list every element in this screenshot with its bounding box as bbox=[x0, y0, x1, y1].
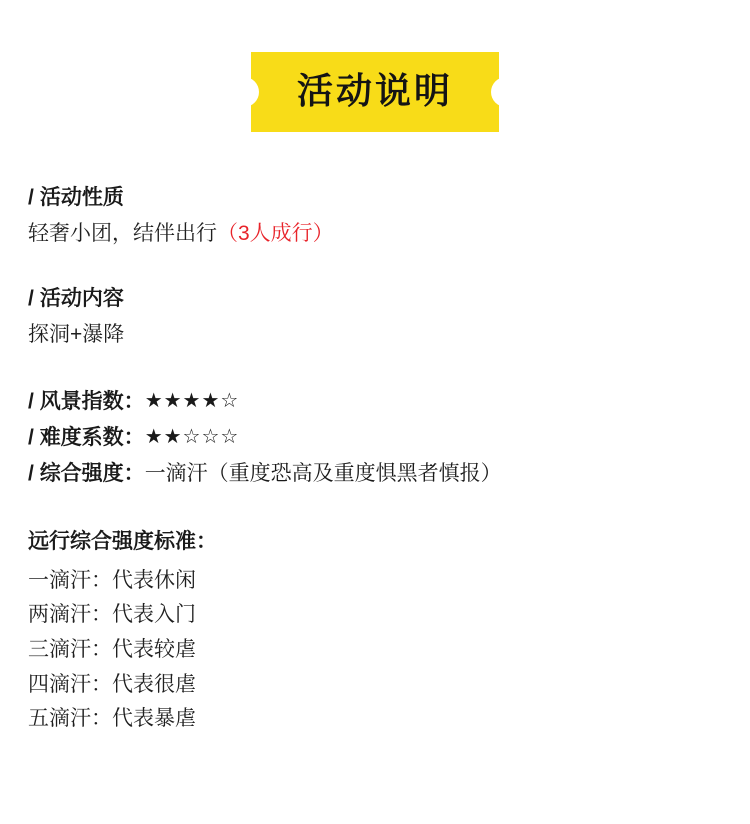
banner-container bbox=[24, 0, 726, 132]
ratings-list bbox=[28, 384, 722, 492]
spacer bbox=[28, 492, 722, 526]
intensity-standard-title: 远行综合强度标准： bbox=[28, 530, 217, 554]
section-heading-content-text: 活动内容 bbox=[39, 287, 124, 310]
nature-body-main: 轻奢小团，结伴出行 bbox=[28, 221, 217, 245]
slash-mark: / bbox=[28, 390, 34, 413]
spacer bbox=[28, 350, 722, 384]
section-heading-nature bbox=[28, 182, 722, 214]
nature-body-highlight: （3人成行） bbox=[217, 221, 334, 245]
rating-value-intensity: 一滴汗（重度恐高及重度惧黑者慎报） bbox=[144, 462, 502, 486]
section-heading-nature-text: 活动性质 bbox=[39, 186, 124, 209]
list-item: 四滴汗：代表很虐 bbox=[28, 672, 196, 696]
slash-mark: / bbox=[28, 186, 34, 209]
section-intensity-standard bbox=[28, 526, 722, 737]
rating-row-intensity bbox=[28, 456, 722, 492]
slash-mark: / bbox=[28, 426, 34, 450]
rating-label-scenery: 风景指数： bbox=[39, 390, 145, 413]
list-item: 五滴汗：代表暴虐 bbox=[28, 707, 196, 731]
rating-stars-difficulty: ★★☆☆☆ bbox=[144, 426, 240, 449]
section-body-nature bbox=[28, 218, 722, 250]
page-title-banner bbox=[251, 52, 499, 132]
rating-label-difficulty: 难度系数： bbox=[39, 426, 145, 450]
section-activity-content bbox=[28, 283, 722, 350]
rating-row-difficulty bbox=[28, 420, 722, 456]
slash-mark: / bbox=[28, 462, 34, 486]
list-item: 一滴汗：代表休闲 bbox=[28, 568, 196, 592]
section-heading-content bbox=[28, 283, 722, 315]
list-item: 两滴汗：代表入门 bbox=[28, 603, 196, 627]
rating-label-intensity: 综合强度： bbox=[39, 462, 145, 486]
page-title: 活动说明 bbox=[296, 70, 453, 111]
rating-stars-scenery: ★★★★☆ bbox=[144, 390, 240, 412]
rating-row-scenery bbox=[28, 384, 722, 420]
content-area bbox=[24, 182, 726, 737]
slash-mark: / bbox=[28, 287, 34, 310]
section-activity-nature bbox=[28, 182, 722, 249]
spacer bbox=[28, 249, 722, 283]
list-item: 三滴汗：代表较虐 bbox=[28, 638, 196, 662]
section-body-content: 探洞+瀑降 bbox=[28, 322, 125, 346]
